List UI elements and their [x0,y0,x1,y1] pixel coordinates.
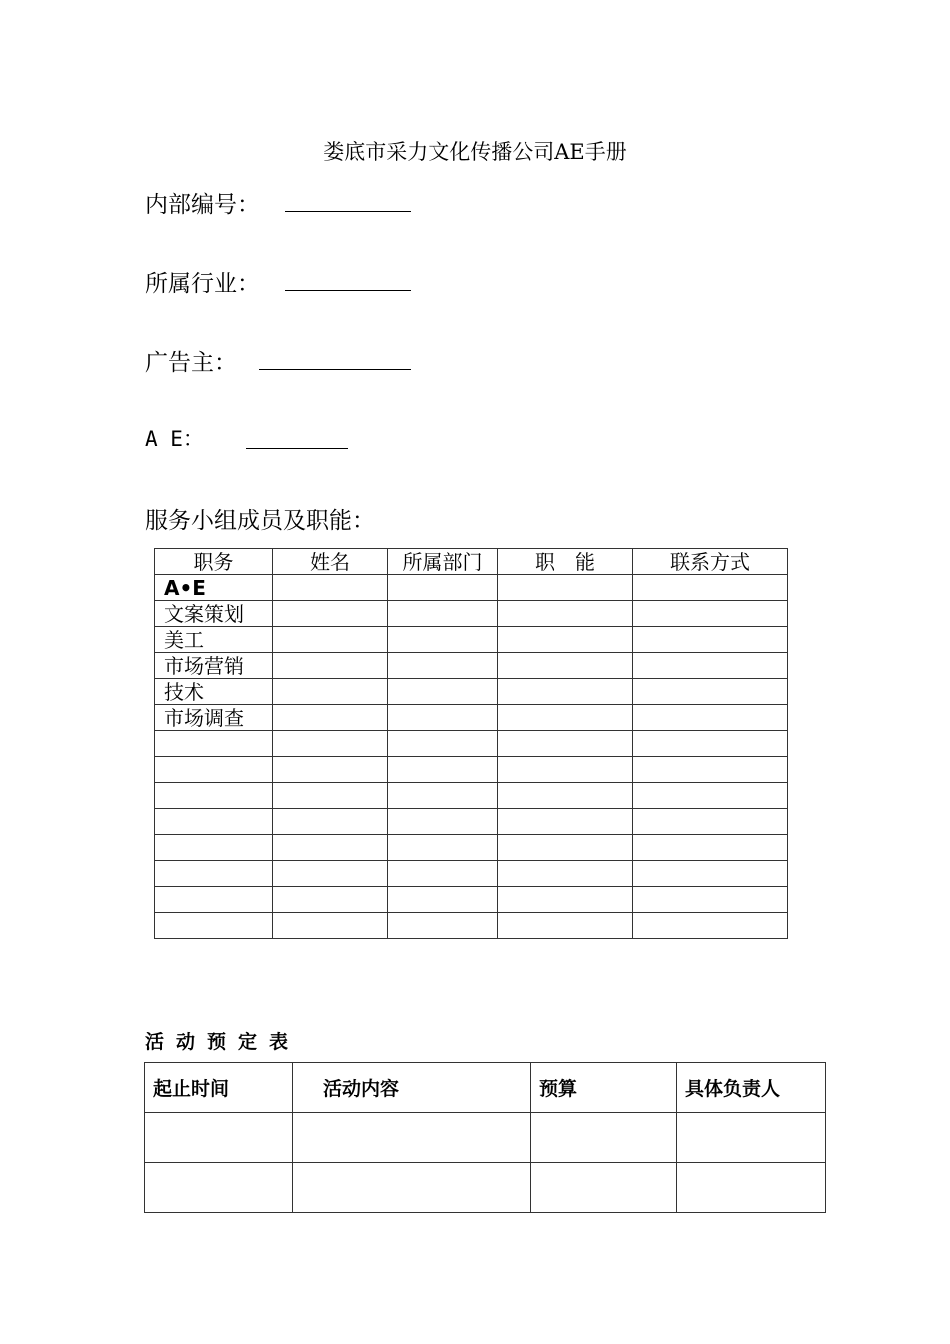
table-cell[interactable] [388,705,498,731]
table-cell[interactable] [388,601,498,627]
header-activity-content: 活动内容 [293,1063,531,1113]
table-cell[interactable] [273,731,388,757]
table-cell[interactable] [388,835,498,861]
table-row [155,809,788,835]
table-cell[interactable] [273,653,388,679]
table-cell[interactable] [273,627,388,653]
table-cell[interactable] [498,809,633,835]
table-cell[interactable] [498,627,633,653]
table-row [155,835,788,861]
header-position: 职务 [155,549,273,575]
table-cell[interactable] [633,913,788,939]
table-cell[interactable] [677,1113,826,1163]
internal-no-label: 内部编号： [145,192,260,218]
table-cell[interactable] [273,757,388,783]
table-cell[interactable] [293,1113,531,1163]
table-row [155,783,788,809]
table-cell[interactable] [633,705,788,731]
advertiser-label: 广告主： [145,350,237,376]
table-cell[interactable] [155,835,273,861]
header-contact: 联系方式 [633,549,788,575]
table-cell[interactable] [498,679,633,705]
table-cell[interactable] [155,731,273,757]
table-cell[interactable] [273,783,388,809]
table-cell[interactable] [633,731,788,757]
table-cell[interactable] [273,809,388,835]
table-cell[interactable] [293,1163,531,1213]
internal-no-line[interactable] [285,211,411,212]
table-cell[interactable] [155,783,273,809]
table-cell[interactable] [633,653,788,679]
table-cell[interactable] [273,679,388,705]
table-cell[interactable] [633,809,788,835]
table-cell[interactable] [498,653,633,679]
header-function: 职 能 [498,549,633,575]
table-cell[interactable] [273,705,388,731]
header-budget: 预算 [531,1063,677,1113]
table-cell[interactable] [531,1163,677,1213]
table-cell[interactable] [633,601,788,627]
table-cell[interactable] [273,575,388,601]
header-time-range: 起止时间 [145,1063,293,1113]
table-cell[interactable] [388,861,498,887]
table-cell[interactable] [388,627,498,653]
ae-label: A E： [145,427,204,451]
role-cell: 文案策划 [155,601,273,627]
table-cell[interactable] [388,679,498,705]
table-row [155,913,788,939]
members-header-row [155,549,788,575]
table-cell[interactable] [388,809,498,835]
header-name: 姓名 [273,549,388,575]
table-cell[interactable] [498,601,633,627]
table-cell[interactable] [155,861,273,887]
ae-line[interactable] [246,448,348,449]
table-cell[interactable] [633,835,788,861]
table-row [155,757,788,783]
table-cell[interactable] [677,1163,826,1213]
table-cell[interactable] [633,575,788,601]
table-cell[interactable] [388,653,498,679]
activity-section-label: 活动预定表 [145,1031,301,1053]
table-cell[interactable] [498,887,633,913]
table-row [145,1163,826,1213]
table-cell[interactable] [145,1163,293,1213]
role-cell: 技术 [155,679,273,705]
table-cell[interactable] [388,731,498,757]
table-cell[interactable] [273,601,388,627]
members-section-label: 服务小组成员及职能： [145,508,375,534]
table-cell[interactable] [155,887,273,913]
table-row [155,627,788,653]
role-cell: A•E [155,575,273,601]
table-cell[interactable] [273,913,388,939]
table-row [155,575,788,601]
table-cell[interactable] [633,757,788,783]
table-row [145,1113,826,1163]
role-cell: 美工 [155,627,273,653]
table-cell[interactable] [498,783,633,809]
table-row [155,679,788,705]
table-cell[interactable] [498,757,633,783]
role-cell: 市场调查 [155,705,273,731]
table-row [155,887,788,913]
table-cell[interactable] [388,575,498,601]
table-cell[interactable] [388,913,498,939]
table-cell[interactable] [633,627,788,653]
members-table [154,548,788,939]
table-cell[interactable] [273,835,388,861]
activity-header-row [145,1063,826,1113]
table-cell[interactable] [273,861,388,887]
document-title: 娄底市采力文化传播公司AE手册 [323,140,627,164]
table-cell[interactable] [155,757,273,783]
table-row [155,653,788,679]
role-cell: 市场营销 [155,653,273,679]
table-cell[interactable] [388,783,498,809]
activity-table [144,1062,826,1213]
table-cell[interactable] [633,861,788,887]
table-cell[interactable] [633,679,788,705]
table-row [155,601,788,627]
table-cell[interactable] [498,861,633,887]
table-cell[interactable] [498,731,633,757]
table-cell[interactable] [498,705,633,731]
table-row [155,861,788,887]
table-cell[interactable] [273,887,388,913]
table-cell[interactable] [633,783,788,809]
table-cell[interactable] [155,913,273,939]
table-cell[interactable] [498,575,633,601]
table-cell[interactable] [531,1113,677,1163]
table-cell[interactable] [388,887,498,913]
industry-label: 所属行业： [145,271,260,297]
advertiser-line[interactable] [259,369,411,370]
table-cell[interactable] [145,1113,293,1163]
table-cell[interactable] [633,887,788,913]
table-row [155,705,788,731]
table-cell[interactable] [155,809,273,835]
table-cell[interactable] [388,757,498,783]
table-cell[interactable] [498,835,633,861]
table-cell[interactable] [498,913,633,939]
header-department: 所属部门 [388,549,498,575]
header-responsible-person: 具体负责人 [677,1063,826,1113]
industry-line[interactable] [285,290,411,291]
table-row [155,731,788,757]
